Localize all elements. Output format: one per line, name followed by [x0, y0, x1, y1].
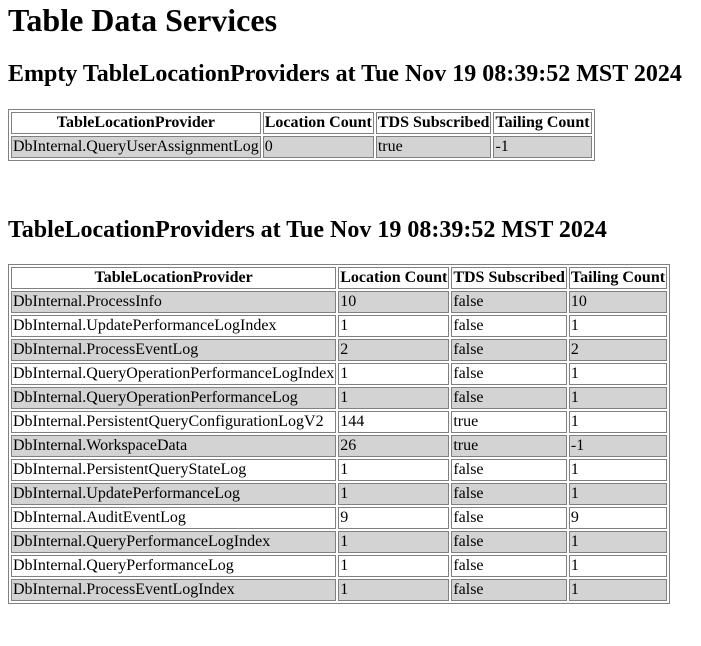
table-cell: 1: [338, 459, 449, 481]
table-row: [11, 339, 667, 361]
table-cell: 1: [338, 579, 449, 601]
table-cell: DbInternal.UpdatePerformanceLog: [11, 483, 336, 505]
providers-body: [11, 291, 667, 601]
table-cell: 10: [569, 291, 667, 313]
table-cell: 1: [338, 531, 449, 553]
column-header: TDS Subscribed: [376, 112, 492, 134]
table-cell: DbInternal.PersistentQueryConfigurationLogV2: [11, 411, 336, 433]
table-row: [11, 483, 667, 505]
table-cell: 1: [338, 387, 449, 409]
table-cell: false: [451, 339, 567, 361]
table-cell: false: [451, 315, 567, 337]
table-row: [11, 435, 667, 457]
table-row: [11, 459, 667, 481]
table-cell: 10: [338, 291, 449, 313]
table-cell: false: [451, 531, 567, 553]
column-header: TableLocationProvider: [11, 112, 261, 134]
column-header: Location Count: [263, 112, 374, 134]
table-cell: DbInternal.PersistentQueryStateLog: [11, 459, 336, 481]
table-cell: 26: [338, 435, 449, 457]
table-cell: 144: [338, 411, 449, 433]
table-header-row: [11, 267, 667, 289]
table-cell: DbInternal.QueryOperationPerformanceLogIndex: [11, 363, 336, 385]
table-cell: DbInternal.AuditEventLog: [11, 507, 336, 529]
column-header: Tailing Count: [569, 267, 667, 289]
column-header: Tailing Count: [493, 112, 591, 134]
table-cell: 1: [569, 483, 667, 505]
table-cell: DbInternal.QueryUserAssignmentLog: [11, 136, 261, 158]
providers-table: [8, 264, 670, 604]
table-row: [11, 291, 667, 313]
table-cell: DbInternal.ProcessInfo: [11, 291, 336, 313]
table-cell: DbInternal.UpdatePerformanceLogIndex: [11, 315, 336, 337]
table-cell: 1: [569, 579, 667, 601]
providers-heading: TableLocationProviders at Tue Nov 19 08:39:52 MST 2024: [8, 217, 607, 243]
table-cell: false: [451, 555, 567, 577]
table-cell: true: [451, 411, 567, 433]
table-cell: 2: [338, 339, 449, 361]
table-cell: 1: [569, 411, 667, 433]
table-row: [11, 136, 592, 158]
table-cell: DbInternal.QueryPerformanceLog: [11, 555, 336, 577]
table-cell: 1: [569, 555, 667, 577]
table-cell: 9: [338, 507, 449, 529]
table-cell: true: [451, 435, 567, 457]
table-cell: false: [451, 507, 567, 529]
column-header: Location Count: [338, 267, 449, 289]
page-title: Table Data Services: [8, 2, 278, 38]
table-row: [11, 411, 667, 433]
table-cell: 0: [263, 136, 374, 158]
table-cell: true: [376, 136, 492, 158]
table-cell: 1: [569, 387, 667, 409]
table-cell: false: [451, 483, 567, 505]
table-cell: 1: [338, 363, 449, 385]
table-row: [11, 555, 667, 577]
table-row: [11, 315, 667, 337]
table-row: [11, 363, 667, 385]
table-cell: 1: [338, 555, 449, 577]
column-header: TDS Subscribed: [451, 267, 567, 289]
table-row: [11, 531, 667, 553]
table-cell: 1: [569, 531, 667, 553]
empty-providers-heading: Empty TableLocationProviders at Tue Nov 19 08:39:52 MST 2024: [8, 61, 682, 87]
table-cell: false: [451, 363, 567, 385]
table-cell: false: [451, 579, 567, 601]
table-cell: 1: [569, 459, 667, 481]
table-cell: false: [451, 387, 567, 409]
table-cell: false: [451, 291, 567, 313]
table-cell: DbInternal.QueryOperationPerformanceLog: [11, 387, 336, 409]
table-row: [11, 507, 667, 529]
table-cell: false: [451, 459, 567, 481]
table-cell: 2: [569, 339, 667, 361]
table-row: [11, 579, 667, 601]
empty-providers-table: [8, 109, 595, 161]
table-cell: -1: [569, 435, 667, 457]
table-cell: 1: [338, 315, 449, 337]
table-cell: 1: [569, 363, 667, 385]
column-header: TableLocationProvider: [11, 267, 336, 289]
table-cell: 1: [338, 483, 449, 505]
table-cell: 1: [569, 315, 667, 337]
table-cell: DbInternal.ProcessEventLogIndex: [11, 579, 336, 601]
table-cell: DbInternal.QueryPerformanceLogIndex: [11, 531, 336, 553]
table-cell: -1: [493, 136, 591, 158]
table-cell: 9: [569, 507, 667, 529]
table-header-row: [11, 112, 592, 134]
table-cell: DbInternal.ProcessEventLog: [11, 339, 336, 361]
table-cell: DbInternal.WorkspaceData: [11, 435, 336, 457]
empty-providers-body: [11, 136, 592, 158]
table-row: [11, 387, 667, 409]
